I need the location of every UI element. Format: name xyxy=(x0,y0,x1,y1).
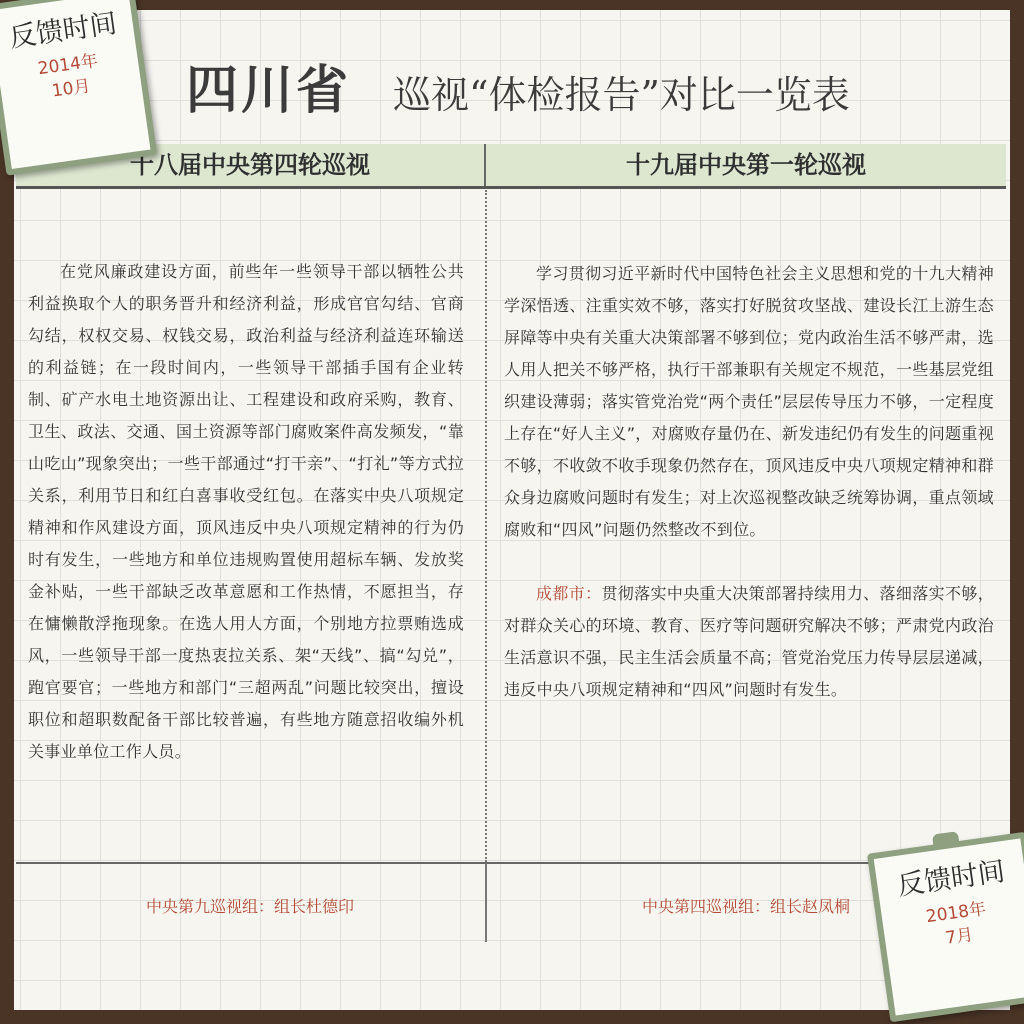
chengdu-paragraph xyxy=(504,578,994,706)
clip-icon xyxy=(932,831,959,847)
tag-month: 10月 xyxy=(50,76,92,102)
feedback-time-tag-2014 xyxy=(0,0,157,176)
left-column-header: 十八届中央第四轮巡视 xyxy=(130,151,370,179)
feedback-time-tag-2018 xyxy=(867,832,1024,1023)
page-subtitle: 巡视“体检报告”对比一览表 xyxy=(393,73,850,117)
right-footer-inspection-team: 中央第四巡视组：组长赵凤桐 xyxy=(641,897,850,916)
column-divider-dotted xyxy=(485,190,487,862)
footer-rule xyxy=(16,862,1006,864)
chengdu-text: 贯彻落实中央重大决策部署持续用力、落细落实不够，对群众关心的环境、教育、医疗等问题研究解决不够；严肃党内政治生活意识不强，民主生活会质量不高；管党治党压力传导层层递减，违反中央八项规定精神和“四风”问题时有发生。 xyxy=(504,584,994,699)
tag-year: 2018年 xyxy=(924,899,988,928)
right-column-text-block xyxy=(504,258,994,706)
page-title xyxy=(186,48,850,121)
left-footer-inspection-team: 中央第九巡视组：组长杜德印 xyxy=(145,897,354,916)
tag-year: 2014年 xyxy=(36,51,100,80)
tag-title: 反馈时间 xyxy=(7,8,119,54)
header-divider xyxy=(484,144,486,186)
left-column-text: 在党风廉政建设方面，前些年一些领导干部以牺牲公共利益换取个人的职务晋升和经济利益，形成官官勾结、官商勾结，权权交易、权钱交易，政治利益与经济利益连环输送的利益链；在一段时间内，一些领导干部插手国有企业转制、矿产水电土地资源出让、工程建设和政府采购，教育、卫生、政法、交通、国土资源等部门腐败案件高发频发，“靠山吃山”现象突出；一些干部通过“打干亲”、“打礼”等方式拉关系，利用节日和红白喜事收受红包。在落实中央八项规定精神和作风建设方面，顶风违反中央八项规定精神的行为仍时有发生，一些地方和单位违规购置使用超标车辆、发放奖金补贴，一些干部缺乏改革意愿和工作热情，不愿担当，存在慵懒散浮拖现象。在选人用人方面，个别地方拉票贿选成风，一些领导干部一度热衷拉关系、架“天线”、搞“勾兑”，跑官要官；一些地方和部门“三超两乱”问题比较突出，擅设职位和超职数配备干部比较普遍，有些地方随意招收编外机关事业单位工作人员。 xyxy=(28,262,464,761)
right-column-text: 学习贯彻习近平新时代中国特色社会主义思想和党的十九大精神学深悟透、注重实效不够，落实打好脱贫攻坚战、建设长江上游生态屏障等中央有关重大决策部署不够到位；党内政治生活不够严肃，选人用人把关不够严格，执行干部兼职有关规定不规范，一些基层党组织建设薄弱；落实管党治党“两个责任”层层传导压力不够，一定程度上存在“好人主义”，对腐败存量仍在、新发违纪仍有发生的问题重视不够，不收敛不收手现象仍然存在，顶风违反中央八项规定精神和群众身边腐败问题时有发生；对上次巡视整改缺乏统筹协调，重点领域腐败和“四风”问题仍然整改不到位。 xyxy=(504,264,994,539)
province-name: 四川省 xyxy=(186,61,352,121)
tag-month: 7月 xyxy=(944,925,975,949)
tag-title: 反馈时间 xyxy=(895,856,1007,902)
chengdu-label: 成都市： xyxy=(536,584,602,603)
right-column-header: 十九届中央第一轮巡视 xyxy=(626,151,866,179)
